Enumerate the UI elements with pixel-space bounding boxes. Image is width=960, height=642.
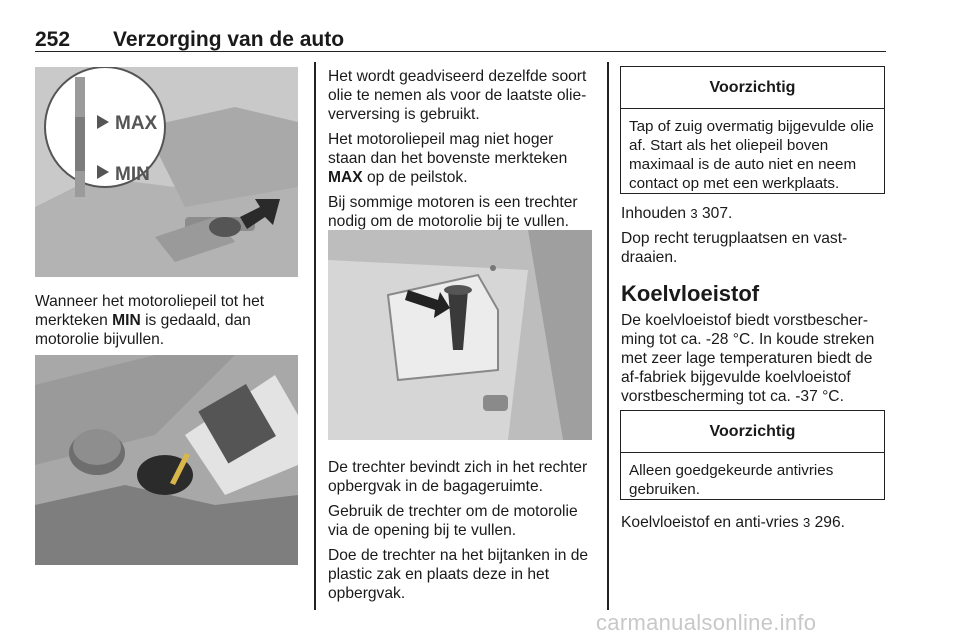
paragraph-coolant-protection: De koelvloeistof biedt vorstbescherming tot ca. -28 °C. In koude streken met zeer lage temperaturen biedt de af-fabriek bijgevulde koelvloeistof vorstbescherming tot ca. -37 °C. — [621, 312, 875, 405]
paragraph-funnel-needed: Bij sommige motoren is een trechter nodig om de motorolie bij te vullen. — [328, 194, 578, 230]
page-title: Verzorging van de auto — [113, 28, 345, 51]
oil-refill-photo — [35, 355, 298, 565]
caution-title: Voorzichtig — [621, 67, 884, 109]
watermark: carmanualsonline.info — [596, 610, 817, 635]
section-title-coolant: Koelvloeistof — [621, 281, 760, 306]
capacity-reference: Inhouden 3 307. — [621, 205, 733, 222]
engine-dipstick-photo — [35, 67, 298, 277]
paragraph-store-funnel: Doe de trechter na het bijtanken in de plastic zak en plaats deze in het opbergvak. — [328, 547, 589, 602]
page-number: 252 — [35, 28, 71, 51]
max-mark-label: MAX — [115, 113, 158, 134]
paragraph-funnel-location: De trechter bevindt zich in het rechter opbergvak in de bagageruimte. — [328, 459, 588, 495]
column-divider-right — [607, 62, 609, 610]
max-keyword: MAX — [328, 169, 363, 186]
page-reference-arrow-icon: 3 — [690, 206, 698, 221]
caution-box-overfill — [620, 66, 885, 194]
min-mark-label: MIN — [115, 164, 150, 185]
min-keyword: MIN — [112, 312, 141, 329]
dipstick-caption: Wanneer het motoroliepeil tot het merkteken MIN is gedaald, dan motorolie bijvullen. — [35, 293, 265, 348]
caution-title: Voorzichtig — [621, 411, 884, 453]
paragraph-use-funnel: Gebruik de trechter om de motorolie via de opening bij te vullen. — [328, 503, 578, 539]
funnel-storage-photo — [328, 230, 592, 440]
caution-text: Tap of zuig overmatig bijgevulde olie af. Start als het oliepeil boven maximaal is de auto niet en neem contact op met een werkplaats. — [629, 118, 874, 192]
column-2-top-text — [328, 67, 593, 237]
caution-box-antifreeze — [620, 410, 885, 500]
column-divider-left — [314, 62, 316, 610]
paragraph-replace-cap: Dop recht terugplaatsen en vastdraaien. — [621, 230, 848, 266]
page-header — [35, 28, 886, 52]
page-reference-arrow-icon: 3 — [803, 515, 811, 530]
caution-text: Alleen goedgekeurde antivries gebruiken. — [629, 462, 834, 498]
coolant-reference: Koelvloeistof en anti-vries 3 296. — [621, 514, 845, 531]
column-3-text — [621, 204, 887, 412]
paragraph-same-oil: Het wordt geadviseerd dezelfde soort olie te nemen als voor de laatste olieverversing is gebruikt. — [328, 68, 587, 123]
column-2-bottom-text — [328, 458, 593, 609]
paragraph-max-level: Het motoroliepeil mag niet hoger staan dan het bovenste merkteken MAX op de peilstok. — [328, 131, 568, 186]
